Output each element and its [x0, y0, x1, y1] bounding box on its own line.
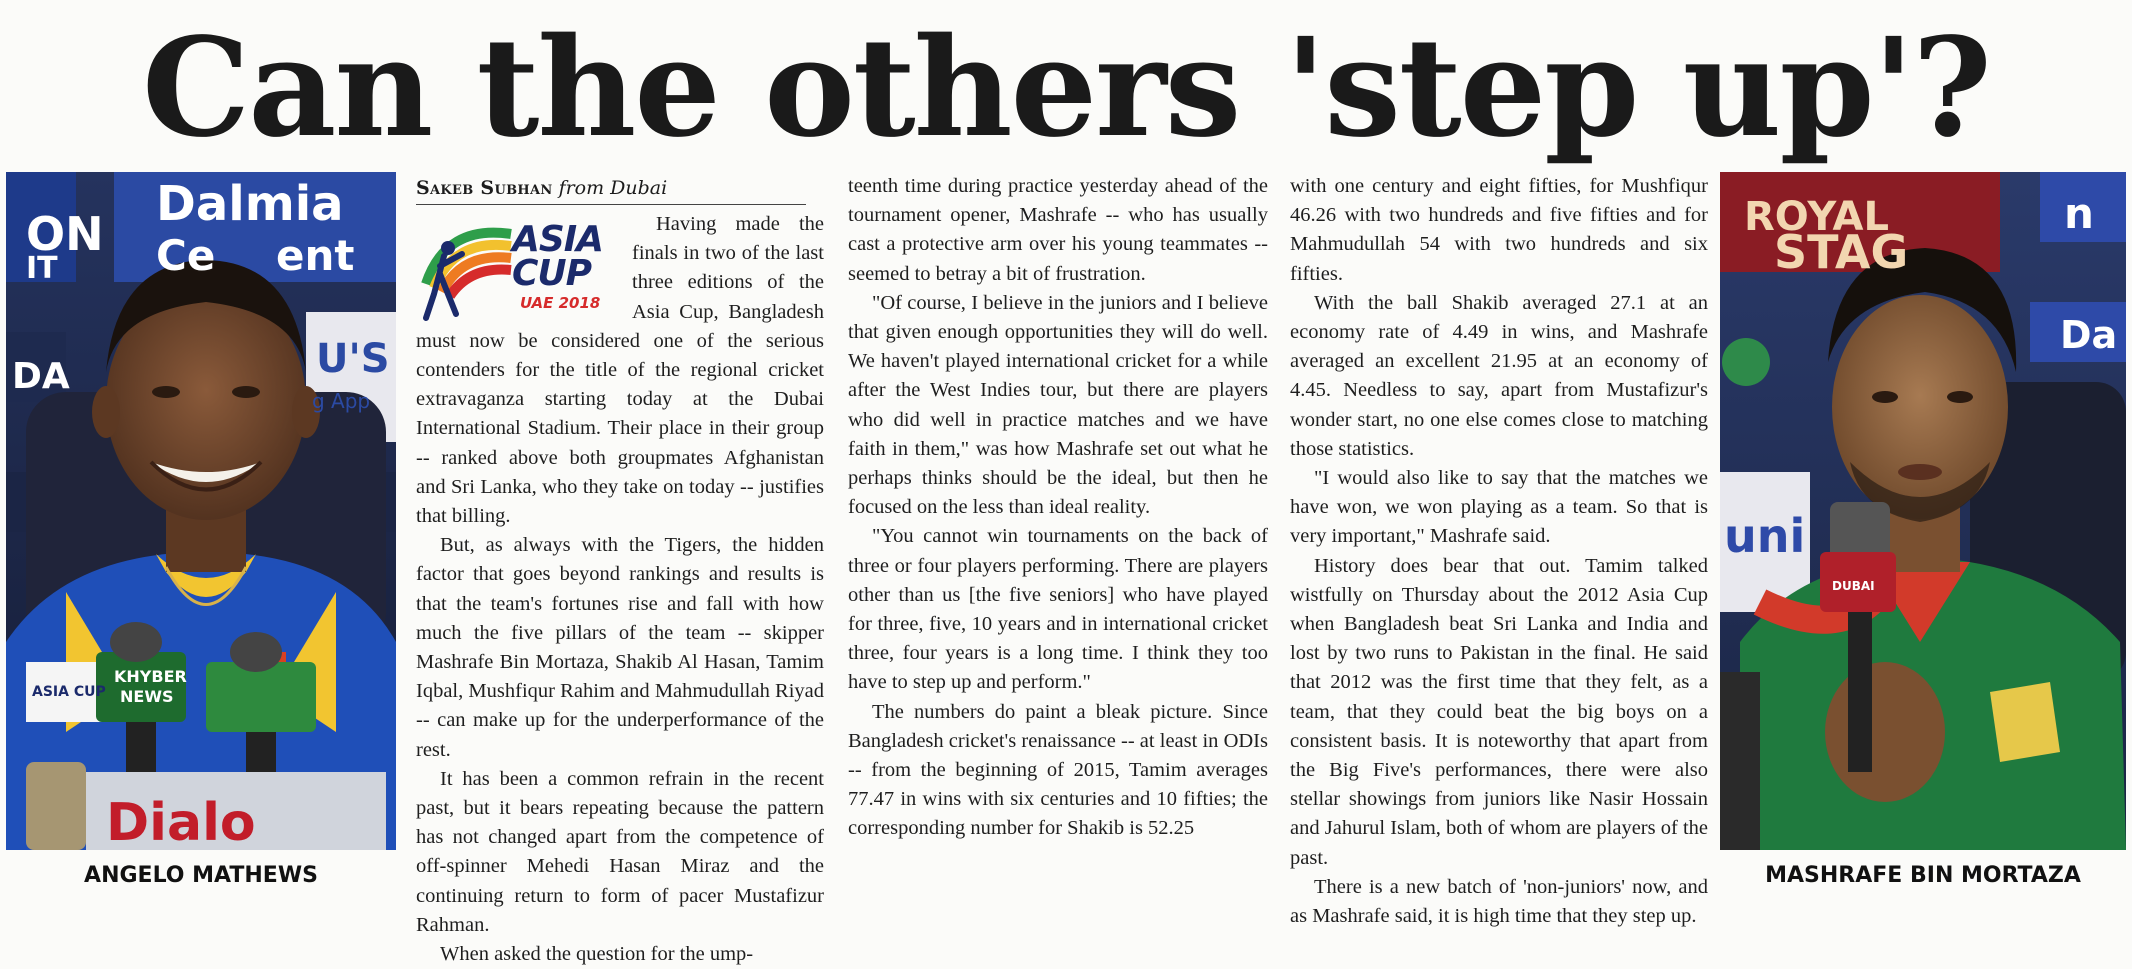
paragraph: When asked the question for the ump-	[440, 943, 754, 966]
backdrop-text: g App	[312, 389, 371, 413]
backdrop-text: n	[2064, 189, 2094, 238]
mic-text: DUBAI	[1832, 579, 1875, 593]
caption-left: ANGELO MATHEWS	[84, 863, 318, 888]
paragraph-continued: with one century and eight fifties, for Mushfiqur 46.26 with two hundreds and five fifties and for Mahmudullah 54 with two hundreds and six fifties.	[1290, 175, 1708, 285]
backdrop-text: U'S	[316, 336, 390, 382]
backdrop-text: ROYAL	[1744, 194, 1889, 240]
backdrop-text: ON	[26, 207, 104, 261]
mic-text: NEWS	[120, 687, 174, 706]
backdrop-text: IT	[26, 251, 58, 286]
article-column-2	[848, 172, 1268, 844]
asia-cup-emblem-icon	[416, 214, 516, 324]
byline	[416, 176, 806, 205]
article-column-3	[1290, 172, 1708, 931]
backdrop-text: Dalmia	[156, 176, 344, 232]
mic-text: KHYBER	[114, 667, 187, 686]
paragraph: "I would also like to say that the matches we have won, we won playing as a team. So that is very important," Mashrafe said.	[1290, 467, 1708, 548]
backdrop-text: ent	[276, 231, 355, 280]
backdrop-text: uni	[1724, 509, 1806, 563]
paragraph: The numbers do paint a bleak picture. Since Bangladesh cricket's renaissance -- at least in ODIs -- from the beginning of 2015, Tamim averages 77.47 in wins with six centuries and 10 fifties; the corresponding number for Shakib is 52.25	[848, 700, 1268, 840]
byline-location: from Dubai	[558, 177, 668, 199]
backdrop-text: STAG	[1774, 225, 1909, 279]
paragraph: History does bear that out. Tamim talked wistfully on Thursday about the 2012 Asia Cup when Bangladesh beat Sri Lanka and India and lost by two runs to Pakistan in the final. He said that 2012 was the first time that they felt, as a team, that they could beat the big boys on a consistent basis. It is noteworthy that apart from the Big Five's performances, there were also stellar showings from juniors like Nasir Hossain and Jahurul Islam, both of whom are players of the past.	[1290, 554, 1708, 869]
shirt-patch-text: ASIA CUP	[32, 684, 106, 700]
backdrop-text: Ce	[156, 231, 216, 280]
paragraph: With the ball Shakib averaged 27.1 at an economy rate of 4.49 in wins, and Mashrafe averaged an excellent 21.95 at an economy of 4.45. Needless to say, apart from Mustafizur's wonder start, no one else comes close to matching those statistics.	[1290, 291, 1708, 460]
paragraph: Having made the finals in two of the last three editions of the Asia Cup, Bangladesh must now be considered one of the serious contenders for the title of the regional cricket extravaganza starting today at the Dubai International Stadium. Their place in their group -- ranked above both groupmates Afghanistan and Sri Lanka, who they take on today -- justifies that billing.	[416, 213, 824, 528]
paragraph: But, as always with the Tigers, the hidden factor that goes beyond rankings and results is that the team's fortunes rise and fall with how much the five pillars of the team -- skipper Mashrafe Bin Mortaza, Shakib Al Hasan, Tamim Iqbal, Mushfiqur Rahim and Mahmudullah Riyad -- can make up for the underperformance of the rest.	[416, 534, 824, 761]
logo-text-uae: UAE 2018	[520, 294, 601, 312]
logo-text-asia: ASIA	[512, 219, 604, 260]
photo-mashrafe-bin-mortaza	[1720, 172, 2126, 850]
paragraph: "Of course, I believe in the juniors and I believe that given enough opportunities they will do well. We haven't played international cricket for a while after the West Indies tour, but there are players who did well in practice matches and we have faith in them," was how Mashrafe set out what he perhaps thinks should be the ideal, but then he focused on the less than ideal reality.	[848, 291, 1268, 519]
paragraph: It has been a common refrain in the recent past, but it bears repeating because the pattern has not changed apart from the competence of off-spinner Mehedi Hasan Miraz and the continuing return to form of pacer Mustafizur Rahman.	[416, 767, 824, 936]
asia-cup-logo	[416, 214, 622, 324]
paragraph: "You cannot win tournaments on the back of three or four players performing. There are players other than us [the five seniors] who have played for three, five, 10 years and in international cricket three, four years is a long time. I think they too have to step up and perform."	[848, 525, 1268, 694]
caption-right: MASHRAFE BIN MORTAZA	[1765, 863, 2081, 888]
backdrop-text: DA	[12, 356, 70, 397]
paragraph: There is a new batch of 'non-juniors' now, and as Mashrafe said, it is high time that they step up.	[1290, 875, 1708, 928]
photo-right-illustration	[1720, 172, 2126, 850]
bottom-sponsor-text: Dialo	[106, 793, 256, 850]
photo-left-illustration	[6, 172, 396, 850]
logo-text-cup: CUP	[512, 253, 592, 294]
article-column-1	[416, 210, 824, 969]
byline-author: Sakeb Subhan	[416, 177, 553, 199]
paragraph-continued: teenth time during practice yesterday ahead of the tournament opener, Mashrafe -- who has usually cast a protective arm over his young teammates -- seemed to betray a bit of frustration.	[848, 175, 1268, 285]
photo-angelo-mathews	[6, 172, 396, 850]
headline: Can the others 'step up'?	[142, 8, 1990, 168]
backdrop-text: Da	[2060, 313, 2118, 357]
